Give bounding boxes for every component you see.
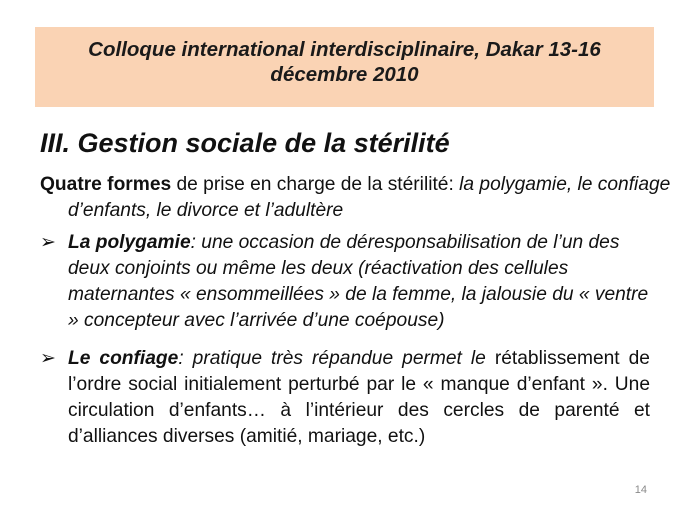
bullet-text: rétablissement de l’ordre social initialement perturbé par le « manque d’enfant ». Une circulation d’enfants… à l’intérieur des cercles de parenté et d’alliances diverses (amitié, mariage, etc.): [68, 348, 650, 447]
bullet-label: Le confiage: [68, 348, 179, 369]
intro-italic: la polygamie, le confiage d’enfants, le divorce et l’adultère: [68, 174, 671, 221]
section-title: III. Gestion sociale de la stérilité: [40, 128, 450, 158]
bullet-italic-text: : une occasion de déresponsabilisation de l’un des deux conjoints ou même les deux (réactivation des cellules maternantes « ensommeillées » de la femme, la jalousie du « ventre » concepteur avec l’arrivée d’une coépouse): [68, 232, 649, 331]
slide-header-title: Colloque international interdisciplinaire, Dakar 13-16 décembre 2010: [88, 38, 601, 86]
header-band: [35, 27, 654, 107]
bullet-confiage: [40, 346, 650, 450]
bullet-italic-text: : pratique très répandue permet le: [178, 348, 495, 369]
intro-paragraph: [40, 172, 678, 224]
arrow-bullet-icon: ➢: [40, 348, 56, 369]
page-number: 14: [634, 484, 647, 496]
bullet-label: La polygamie: [68, 232, 191, 253]
arrow-bullet-icon: ➢: [40, 232, 56, 253]
bullet-polygamie: [40, 230, 650, 334]
intro-bold: Quatre formes: [40, 174, 172, 195]
intro-text: de prise en charge de la stérilité:: [171, 174, 460, 195]
